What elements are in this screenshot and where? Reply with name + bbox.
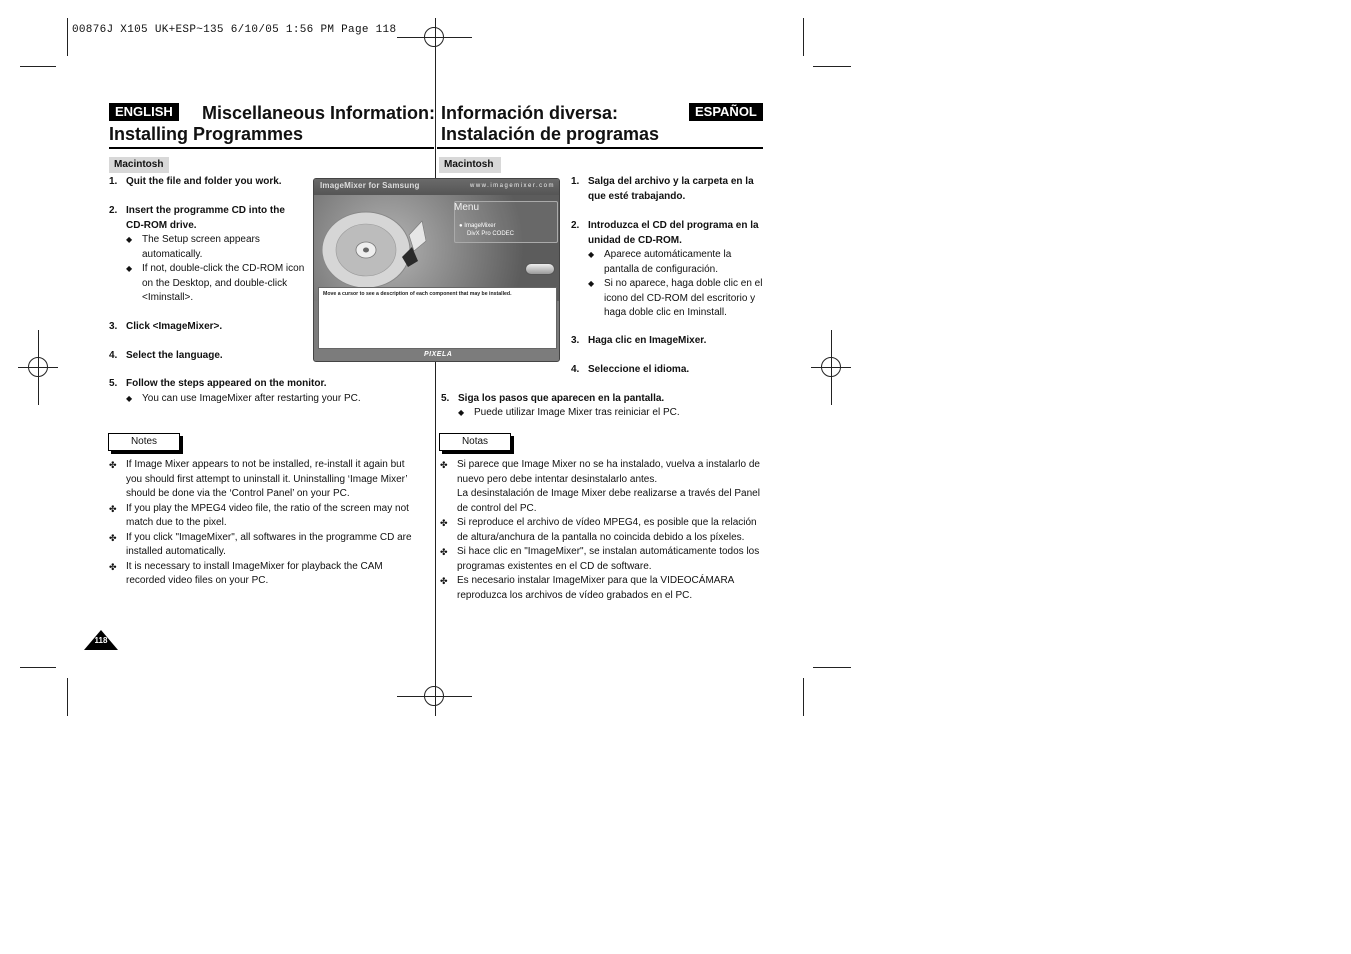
crop-mark — [20, 66, 56, 67]
list-item: ✤ Es necesario instalar ImageMixer para que la VIDEOCÁMARA reproduzca los archivos de vídeo grabados en el PC. — [440, 574, 770, 603]
crop-mark — [67, 18, 68, 56]
list-item: ✤ Si hace clic en "ImageMixer", se instalan automáticamente todos los programas existentes en el CD de software. — [440, 545, 770, 574]
page-title-spanish-line2: Instalación de programas — [441, 124, 660, 144]
notes-list-spanish — [440, 458, 770, 603]
language-badge-spanish: ESPAÑOL — [689, 103, 763, 121]
crop-mark — [813, 66, 851, 67]
list-item: ◆ Puede utilizar Image Mixer tras reiniciar el PC. — [458, 406, 758, 421]
list-item: ✤ It is necessary to install ImageMixer for playback the CAM recorded video files on your PC. — [109, 560, 422, 589]
step-english-4: 4. Select the language. — [109, 350, 223, 361]
step-spanish-4: 4. Seleccione el idioma. — [571, 364, 690, 375]
crop-mark — [813, 667, 851, 668]
page-divider — [435, 18, 436, 716]
step-english-5: 5. Follow the steps appeared on the monitor. — [109, 378, 327, 389]
header-rule-spanish — [437, 147, 763, 149]
imagemixer-installer-screenshot — [313, 178, 560, 362]
list-item: ✤ Si parece que Image Mixer no se ha instalado, vuelva a instalarlo de nuevo pero debe intentar desinstalarlo antes. La desinstalación de Image Mixer debe realizarse a través del Panel de control del PC. — [440, 458, 770, 516]
list-item: ◆ You can use ImageMixer after restarting your PC. — [126, 392, 426, 407]
cd-disc-icon — [314, 195, 454, 301]
screenshot-quit-button[interactable] — [525, 263, 555, 275]
registration-circle-icon — [821, 357, 841, 377]
screenshot-description-text: Move a cursor to see a description of each component that may be installed. — [323, 291, 512, 297]
step-english-3: 3. Click <ImageMixer>. — [109, 321, 223, 332]
page-number: 118 — [94, 636, 108, 645]
screenshot-menu-item-divx[interactable]: DivX Pro CODEC — [467, 231, 515, 237]
list-item: ✤ Si reproduce el archivo de vídeo MPEG4, es posible que la relación de altura/anchura de la pantalla no coincida debido a los píxeles. — [440, 516, 770, 545]
screenshot-menu-item-imagemixer[interactable]: ● ImageMixer — [459, 223, 496, 229]
crop-mark — [67, 678, 68, 716]
notes-label-english: Notes — [108, 433, 180, 451]
header-rule-english — [109, 147, 434, 149]
list-item: ✤ If you click "ImageMixer", all softwares in the programme CD are installed automatically. — [109, 531, 422, 560]
page-title-english-line2: Installing Programmes — [109, 124, 304, 144]
screenshot-menu-title: Menu — [454, 202, 480, 213]
language-badge-english: ENGLISH — [109, 103, 179, 121]
list-item: ◆ If not, double-click the CD-ROM icon on the Desktop, and double-click <Iminstall>. — [126, 262, 310, 306]
section-tag-english: Macintosh — [109, 157, 169, 173]
registration-circle-icon — [424, 686, 444, 706]
page-number-badge — [84, 630, 118, 650]
crop-mark — [803, 678, 804, 716]
crop-mark — [803, 18, 804, 56]
page-title-english-line1: Miscellaneous Information: — [202, 103, 436, 123]
list-item: ◆ Aparece automáticamente la pantalla de configuración. — [588, 248, 766, 277]
step-english-2: 2. Insert the programme CD into the CD-ROM drive. — [109, 205, 285, 231]
step-spanish-1: 1. Salga del archivo y la carpeta en la que esté trabajando. — [571, 176, 754, 202]
notes-label-spanish: Notas — [439, 433, 511, 451]
screenshot-footer-logo: PIXELA — [424, 351, 453, 358]
screenshot-brand: ImageMixer for Samsung — [320, 181, 420, 190]
list-item: ◆ The Setup screen appears automatically. — [126, 233, 310, 262]
bullet-list-english-step2 — [126, 233, 310, 306]
crop-mark — [20, 667, 56, 668]
step-spanish-3: 3. Haga clic en ImageMixer. — [571, 335, 707, 346]
step-english-1: 1. Quit the file and folder you work. — [109, 176, 282, 187]
list-item: ◆ Si no aparece, haga doble clic en el icono del CD-ROM del escritorio y haga doble clic en Iminstall. — [588, 277, 766, 321]
screenshot-url: www.imagemixer.com — [469, 183, 555, 189]
notes-list-english — [109, 458, 422, 589]
registration-circle-icon — [424, 27, 444, 47]
list-item: ✤ If you play the MPEG4 video file, the ratio of the screen may not match due to the pixel. — [109, 502, 422, 531]
bullet-list-spanish-step5 — [458, 406, 758, 421]
list-item: ✤ If Image Mixer appears to not be installed, re-install it again but you should first attempt to uninstall it. Uninstalling ‘Image Mixer’ should be done via the ‘Control Panel’ on your PC. — [109, 458, 422, 502]
page-title-spanish-line1: Información diversa: — [441, 103, 619, 123]
step-spanish-2: 2. Introduzca el CD del programa en la unidad de CD-ROM. — [571, 220, 759, 246]
bullet-list-spanish-step2 — [588, 248, 766, 321]
section-tag-spanish: Macintosh — [439, 157, 501, 173]
print-slug: 00876J X105 UK+ESP~135 6/10/05 1:56 PM Page 118 — [72, 24, 397, 36]
step-spanish-5: 5. Siga los pasos que aparecen en la pantalla. — [441, 393, 665, 404]
registration-circle-icon — [28, 357, 48, 377]
screenshot-description-box — [318, 287, 557, 349]
bullet-list-english-step5 — [126, 392, 426, 407]
